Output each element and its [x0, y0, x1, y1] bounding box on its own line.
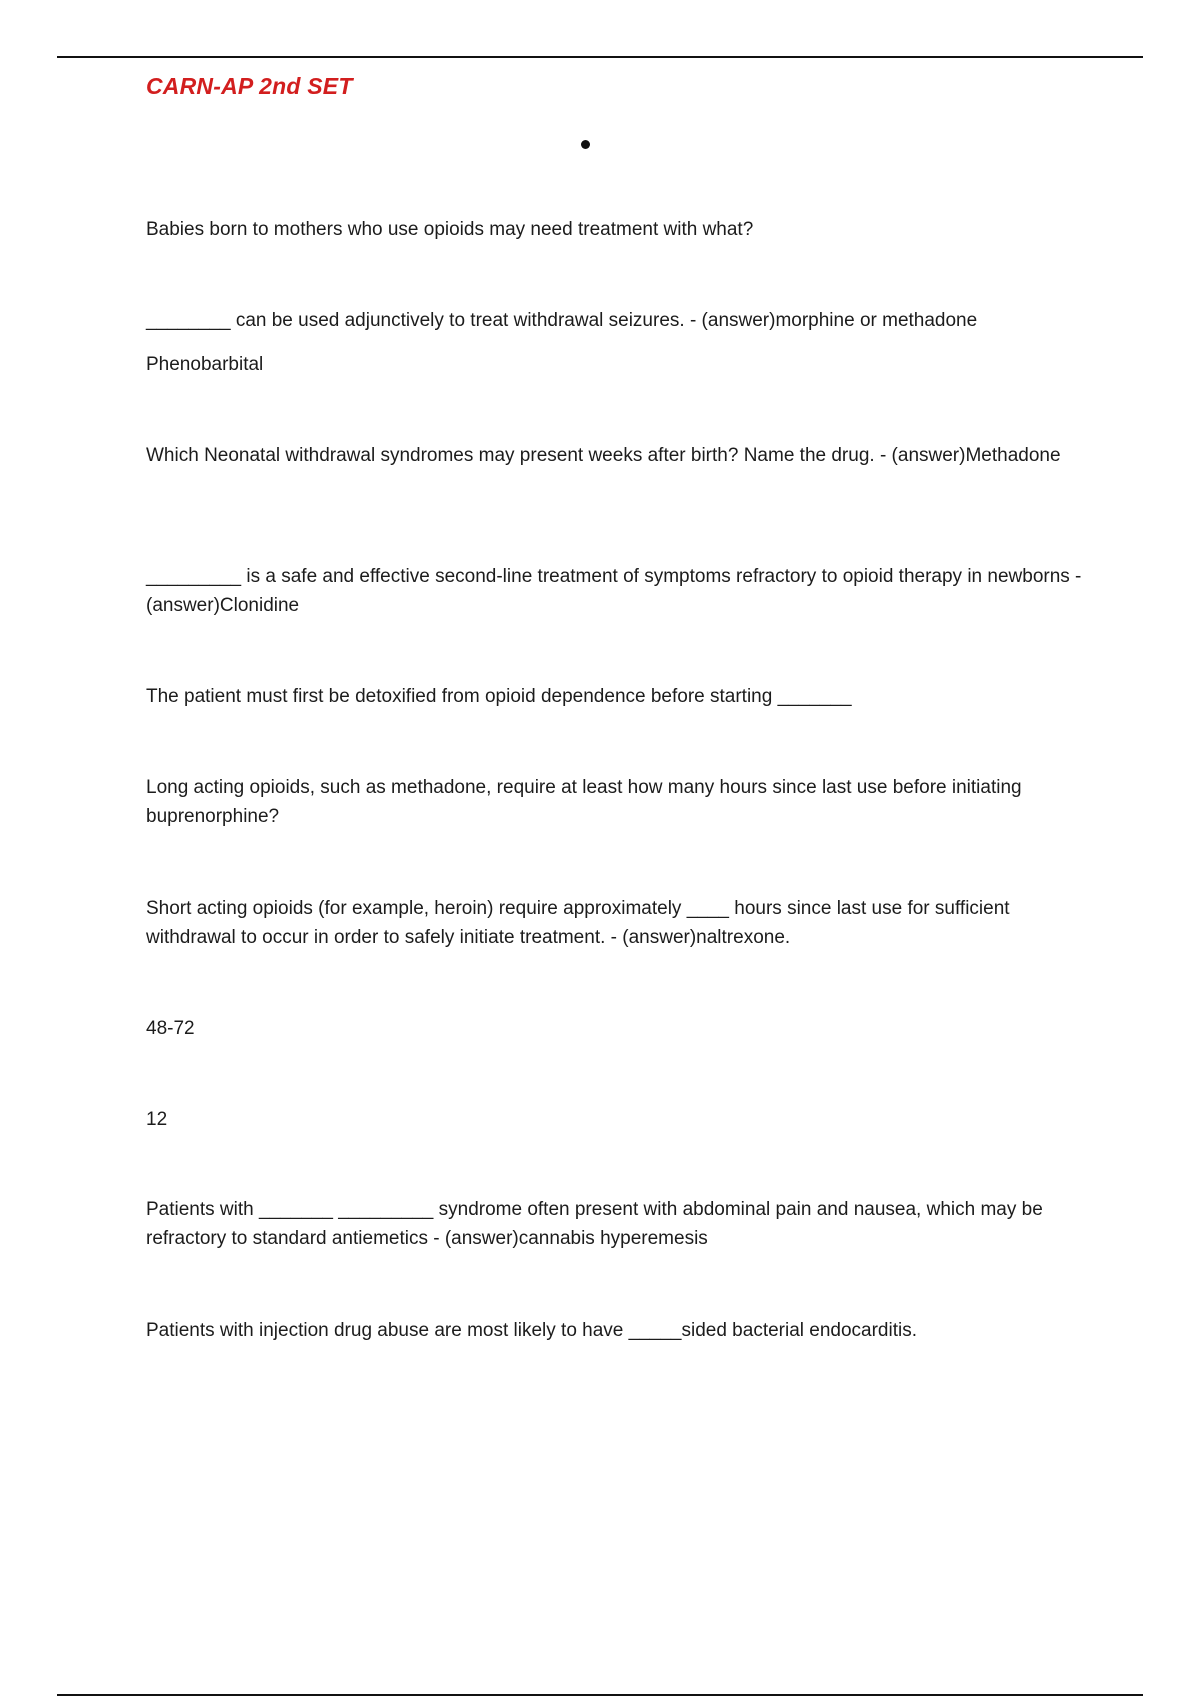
paragraph: Babies born to mothers who use opioids may need treatment with what?: [146, 219, 754, 240]
paragraph: 48-72: [146, 1018, 195, 1039]
paragraph: Which Neonatal withdrawal syndromes may present weeks after birth? Name the drug. - (answer)Methadone: [146, 445, 1061, 466]
paragraph: Patients with _______ _________ syndrome often present with abdominal pain and nausea, which may be refractory to standard antiemetics - (answer)cannabis hyperemesis: [146, 1199, 1043, 1249]
bullet-point: [581, 140, 590, 149]
paragraph: Short acting opioids (for example, heroin) require approximately ____ hours since last use for sufficient withdrawal to occur in order to safely initiate treatment. - (answer)naltrexone.: [146, 898, 1010, 948]
paragraph: ________ can be used adjunctively to treat withdrawal seizures. - (answer)morphine or methadone: [146, 310, 978, 331]
top-rule: [57, 56, 1143, 58]
paragraph: 12: [146, 1109, 168, 1130]
paragraph: _________ is a safe and effective second-line treatment of symptoms refractory to opioid therapy in newborns - (answer)Clonidine: [146, 566, 1082, 616]
paragraph: Patients with injection drug abuse are most likely to have _____sided bacterial endocarditis.: [146, 1320, 918, 1341]
document-title: CARN-AP 2nd SET: [146, 73, 353, 99]
bottom-rule: [57, 1694, 1143, 1696]
paragraph: Phenobarbital: [146, 354, 264, 375]
paragraph: The patient must first be detoxified from opioid dependence before starting _______: [146, 686, 852, 707]
paragraph: Long acting opioids, such as methadone, require at least how many hours since last use before initiating buprenorphine?: [146, 777, 1022, 827]
